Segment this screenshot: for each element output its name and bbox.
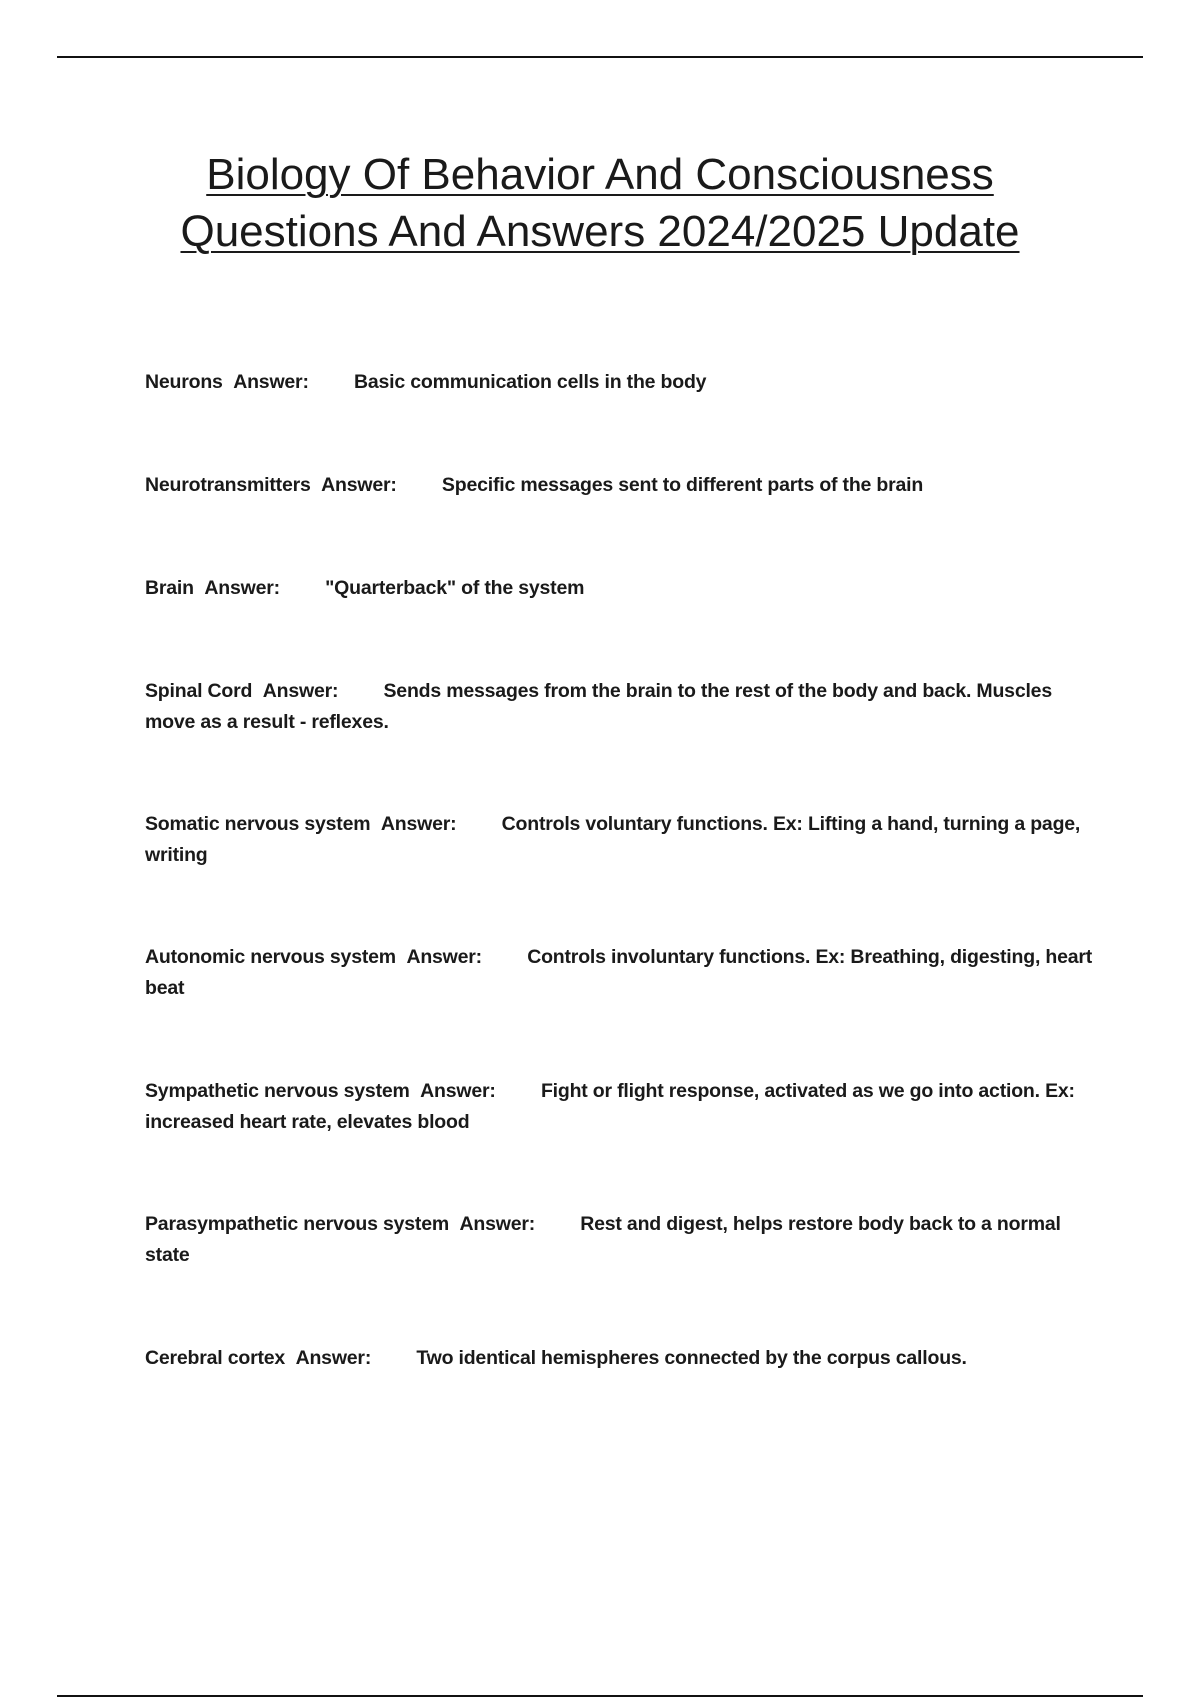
document-title: [60, 146, 1140, 260]
qa-item-neurons: [145, 367, 1095, 398]
answer-label: Answer:: [406, 946, 482, 968]
qa-item-cerebral-cortex: [145, 1343, 1095, 1374]
qa-term: Cerebral cortex: [145, 1347, 286, 1369]
qa-term: Sympathetic nervous system: [145, 1080, 410, 1102]
qa-term: Brain: [145, 577, 194, 599]
qa-answer: Rest and digest, helps restore body back to a normal state: [145, 1213, 1061, 1266]
qa-item-sympathetic-nervous-system: [145, 1076, 1095, 1138]
bottom-rule: [57, 1695, 1143, 1697]
answer-label: Answer:: [233, 371, 309, 393]
qa-answer: Basic communication cells in the body: [353, 371, 707, 393]
answer-label: Answer:: [321, 474, 397, 496]
qa-term: Neurons: [145, 371, 223, 393]
answer-label: Answer:: [459, 1213, 536, 1235]
qa-answer: Sends messages from the brain to the rest of the body and back. Muscles move as a result - reflexes.: [145, 680, 1052, 733]
qa-term: Somatic nervous system: [145, 813, 371, 835]
qa-answer: "Quarterback" of the system: [325, 577, 585, 599]
answer-label: Answer:: [420, 1080, 496, 1102]
qa-item-parasympathetic-nervous-system: [145, 1209, 1095, 1271]
qa-answer: Specific messages sent to different parts of the brain: [441, 474, 924, 496]
answer-label: Answer:: [295, 1347, 372, 1369]
qa-item-autonomic-nervous-system: [145, 942, 1095, 1004]
qa-item-neurotransmitters: [145, 470, 1095, 501]
qa-answer: Fight or flight response, activated as we go into action. Ex: increased heart rate, elevates blood: [145, 1080, 1075, 1133]
qa-term: Neurotransmitters: [145, 474, 311, 496]
answer-label: Answer:: [380, 813, 457, 835]
qa-term: Autonomic nervous system: [145, 946, 396, 968]
top-rule: [57, 56, 1143, 58]
qa-term: Parasympathetic nervous system: [145, 1213, 449, 1235]
qa-answer: Controls voluntary functions. Ex: Lifting a hand, turning a page, writing: [145, 813, 1081, 866]
title-line-2: Questions And Answers 2024/2025 Update: [180, 207, 1020, 256]
qa-item-brain: [145, 573, 1095, 604]
qa-item-spinal-cord: [145, 676, 1095, 738]
title-line-1: Biology Of Behavior And Consciousness: [206, 150, 994, 199]
answer-label: Answer:: [262, 680, 339, 702]
qa-answer: Two identical hemispheres connected by the corpus callous.: [416, 1347, 967, 1369]
qa-answer: Controls involuntary functions. Ex: Breathing, digesting, heart beat: [145, 946, 1093, 999]
qa-term: Spinal Cord: [145, 680, 253, 702]
answer-label: Answer:: [204, 577, 280, 599]
qa-item-somatic-nervous-system: [145, 809, 1095, 871]
